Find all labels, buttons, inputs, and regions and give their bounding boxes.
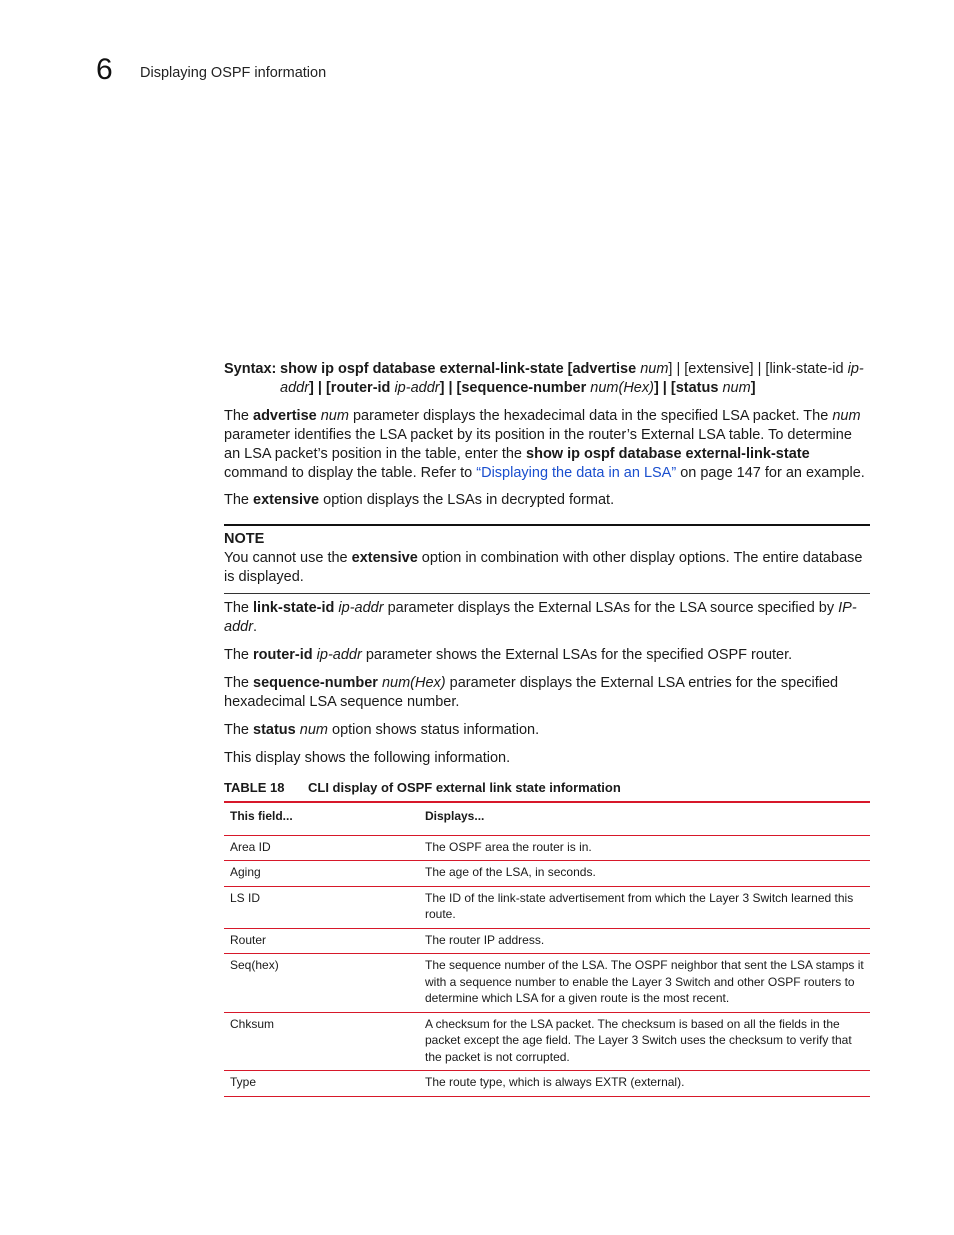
table-cell-field: Area ID <box>230 839 271 854</box>
table-row <box>224 928 870 954</box>
keyword-text: show ip ospf database external-link-state <box>526 446 810 462</box>
column-header-field: This field... <box>230 809 293 823</box>
paragraph-link-state-id <box>224 599 870 637</box>
body-text: This display shows the following information. <box>224 750 511 766</box>
keyword-text: extensive <box>253 492 320 508</box>
table-cell-field: Type <box>230 1075 257 1089</box>
keyword-text: advertise <box>253 408 317 424</box>
body-text: The <box>224 408 254 424</box>
paragraph-status <box>224 721 870 740</box>
note-title: NOTE <box>224 531 265 547</box>
keyword-text: ] <box>750 380 756 396</box>
keyword-text: ] | [status <box>653 380 723 396</box>
body-text: option in combination with other display options. The entire database is displayed. <box>224 550 863 585</box>
body-text: parameter displays the hexadecimal data in the specified LSA packet. The <box>348 408 833 424</box>
parameter-text: num(Hex) <box>381 675 446 691</box>
running-header-title: Displaying OSPF information <box>140 65 327 81</box>
note-box <box>224 524 870 594</box>
body-text: The <box>224 675 254 691</box>
table-caption <box>224 780 621 795</box>
body-text: on page 147 for an example. <box>676 465 865 481</box>
body-text: option displays the LSAs in decrypted format. <box>319 492 615 508</box>
column-header-displays: Displays... <box>425 809 485 823</box>
body-text: parameter displays the External LSAs for the LSA source specified by <box>383 600 839 616</box>
parameter-text: num <box>299 722 328 738</box>
table-cell-description: The OSPF area the router is in. <box>425 839 592 854</box>
parameter-text: num(Hex) <box>590 380 654 396</box>
table-row <box>224 835 870 861</box>
keyword-text: sequence-number <box>253 675 378 691</box>
chapter-number: 6 <box>96 53 113 86</box>
parameter-text: num <box>722 380 751 396</box>
table-row <box>224 886 870 928</box>
table-header-row <box>224 802 870 835</box>
parameter-text: ip-addr <box>394 380 440 396</box>
keyword-text: extensive <box>351 550 418 566</box>
table-cell-description: The ID of the link-state advertisement from which the Layer 3 Switch learned this route. <box>425 890 854 921</box>
paragraph-extensive <box>224 491 870 510</box>
table-cell-field: Seq(hex) <box>230 958 279 972</box>
syntax-label: Syntax: <box>224 361 277 377</box>
cross-reference-link[interactable]: “Displaying the data in an LSA” <box>476 465 677 481</box>
table-row <box>224 954 870 1013</box>
body-text: parameter identifies the LSA packet by its position in the router’s External LSA table. To determine an LSA packet’s position in the table, enter the <box>224 427 852 462</box>
table-cell-description: A checksum for the LSA packet. The checksum is based on all the fields in the packet except the age field. The Layer 3 Switch uses the checksum to verify that the packet is not corrupted. <box>425 1016 852 1064</box>
keyword-text: show ip ospf database external-link-state [advertise <box>280 361 641 377</box>
body-text: parameter shows the External LSAs for the specified OSPF router. <box>361 647 793 663</box>
keyword-text: ] | [router-id <box>309 380 395 396</box>
table-cell-description: The route type, which is always EXTR (external). <box>425 1075 685 1089</box>
parameter-text: num <box>832 408 861 424</box>
body-text: ] | [extensive] | [link-state-id <box>668 361 848 377</box>
table-row <box>224 861 870 887</box>
table-cell-field: Router <box>230 932 267 947</box>
keyword-text: router-id <box>253 647 313 663</box>
table-cell-description: The router IP address. <box>425 932 545 947</box>
body-text: The <box>224 600 254 616</box>
table-row <box>224 1012 870 1071</box>
table-cell-field: Chksum <box>230 1016 275 1031</box>
body-text: The <box>224 492 254 508</box>
body-text: parameter displays the External LSA entries for the specified hexadecimal LSA sequence number. <box>224 675 839 710</box>
parameter-text: ip-addr <box>338 600 384 616</box>
body-text: The <box>224 647 254 663</box>
paragraph-sequence-number <box>224 674 870 712</box>
body-text: The <box>224 722 254 738</box>
syntax-block <box>224 360 874 398</box>
table-row <box>224 1071 870 1097</box>
paragraph-display-intro <box>224 749 870 768</box>
keyword-text: status <box>253 722 296 738</box>
table-cell-description: The age of the LSA, in seconds. <box>425 865 596 879</box>
body-text: command to display the table. Refer to <box>224 465 477 481</box>
paragraph-advertise <box>224 407 870 483</box>
body-text: option shows status information. <box>327 722 540 738</box>
note-text <box>224 549 870 587</box>
body-text: . <box>253 619 258 635</box>
body-text: You cannot use the <box>224 550 352 566</box>
parameter-text: num <box>320 408 349 424</box>
parameter-text: ip-addr <box>280 361 864 396</box>
paragraph-router-id <box>224 646 870 665</box>
table-title: CLI display of OSPF external link state information <box>308 780 621 795</box>
keyword-text: link-state-id <box>253 600 335 616</box>
table-cell-field: Aging <box>230 865 261 879</box>
parameter-text: IP-addr <box>224 600 857 635</box>
syntax-text <box>280 360 874 398</box>
parameter-text: ip-addr <box>316 647 362 663</box>
table-cell-field: LS ID <box>230 890 261 905</box>
table-number: TABLE 18 <box>224 780 285 795</box>
field-description-table <box>224 801 870 1097</box>
table-cell-description: The sequence number of the LSA. The OSPF neighbor that sent the LSA stamps it with a sequence number to enable the Layer 3 Switch and other OSPF routers to determine which LSA for a given route is the most recent. <box>425 958 864 1005</box>
parameter-text: num <box>640 361 669 377</box>
keyword-text: ] | [sequence-number <box>439 380 591 396</box>
